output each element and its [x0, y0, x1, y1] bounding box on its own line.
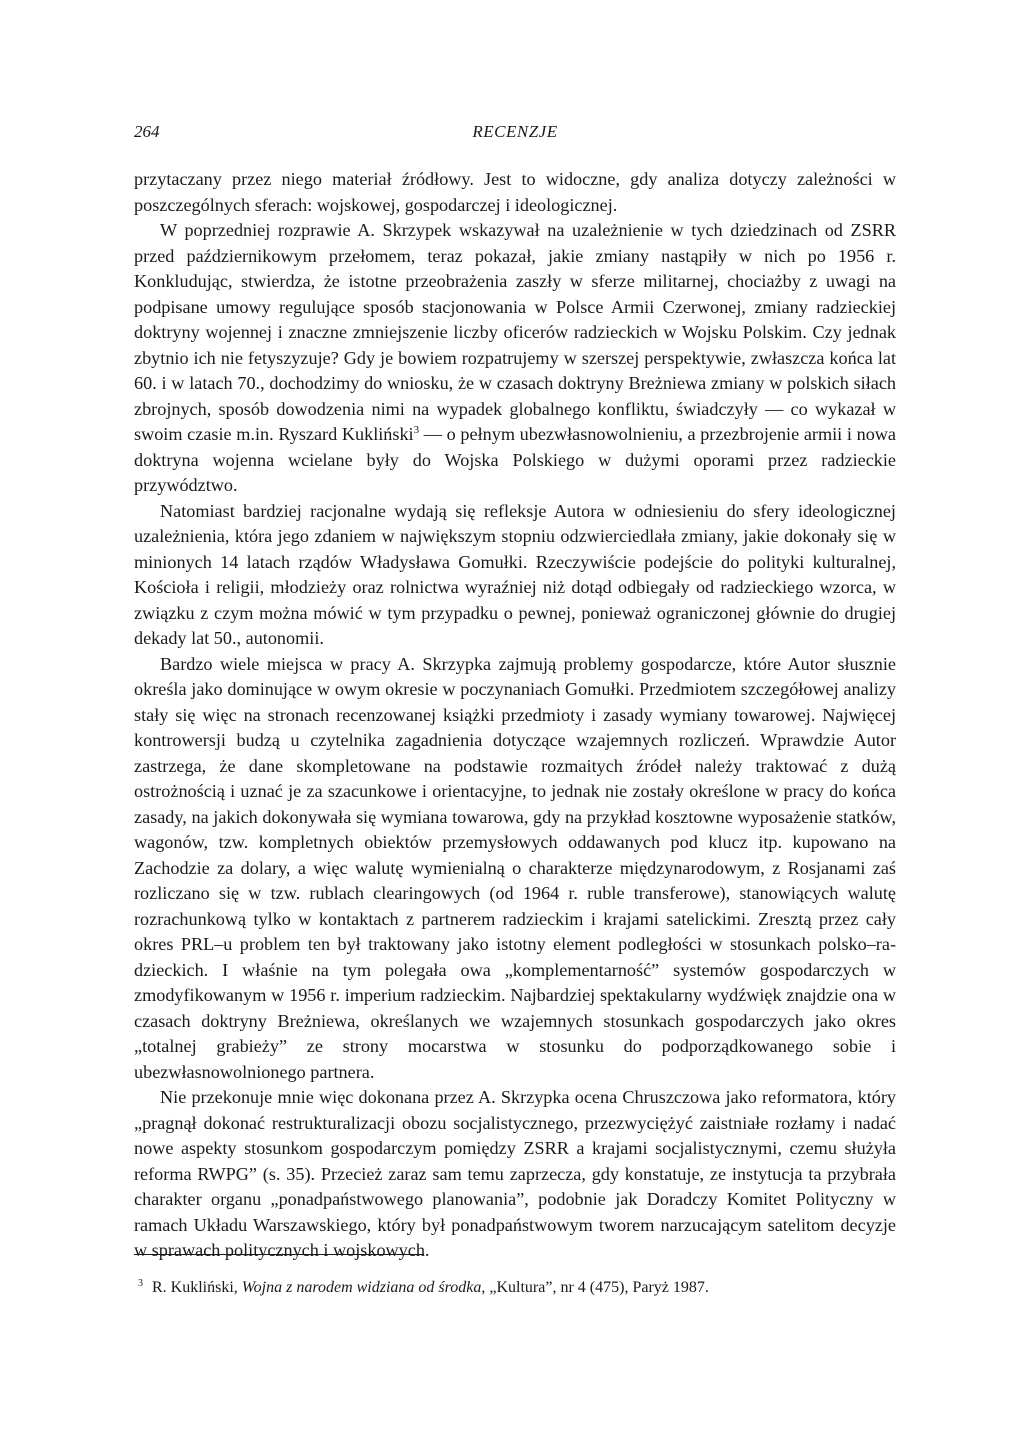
footnote-details: , „Kultura”, nr 4 (475), Paryż 1987. — [481, 1279, 709, 1296]
footnote-title: Wojna z narodem widziana od środka — [241, 1279, 482, 1296]
footnote-divider — [134, 1254, 424, 1255]
paragraph-4: Bardzo wiele miejsca w pracy A. Skrzypka zajmują problemy gospodarcze, które Autor słusznie określa jako dominujące w owym okresie w poczynaniach Gomułki. Przedmiotem szczegółowej analizy stały się więc na stronach recenzowanej książki przedmioty i zasady wymiany towarowej. Najwięcej kontrowersji budzą u czytelnika zagadnienia dotyczące wzajemnych rozliczeń. Wprawdzie Autor zastrzega, że dane skompletowane na podstawie rozmaitych źródeł należy traktować z dużą ostrożnością i uznać je za szacunkowe i orientacyjne, to jednak nie zostały określone w pracy do końca zasady, na jakich dokonywała się wymiana towarowa, gdy na przykład kosztowne wyposażenie statków, wagonów, tzw. kompletnych obiektów przemysłowych oddawanych pod klucz itp. kupowano na Zachodzie za dolary, a więc walutę wymienialną o charakterze międzynarodowym, z Rosjanami zaś rozliczano się w tzw. rublach clearingowych (od 1964 r. ruble transferowe), stanowiących walutę rozrachunkową tylko w kontaktach z partnerem radzieckim i krajami satelickimi. Zresztą przez cały okres PRL–u problem ten był traktowany jako istotny element podległości w stosunkach polsko–radzieckich. I właśnie na tym polegała owa „komplementarność” systemów gospodarczych w zmodyfikowanym w 1956 r. imperium radzieckim. Najbardziej spektakularny wydźwięk znajdzie ona w czasach doktryny Breżniewa, określanych we wzajemnych stosunkach gospodarczych jako okres „totalnej grabieży” ze strony mocarstwa w stosunku do podporządkowanego sobie i ubezwłasnowolnionego partnera. — [134, 653, 896, 1082]
paragraph-5: Nie przekonuje mnie więc dokonana przez A. Skrzypka ocena Chruszczowa jako reformatora, który „pragnął dokonać restrukturalizacji obozu socjalistycznego, przezwyciężyć zaistniałe rozłamy i nadać nowe aspekty stosunkom gospodarczym pomiędzy ZSRR a krajami socjalistycznymi, czemu służyła reforma RWPG” (s. 35). Przecież zaraz sam temu zaprzecza, gdy konstatuje, ze instytucja ta przybrała charakter organu „ponadpaństwowego planowania”, podobnie jak Doradczy Komitet Polityczny w ramach Układu Warszawskiego, który był ponadpaństwowym tworem narzucającym satelitom decyzje w sprawach politycznych i wojskowych. — [134, 1087, 896, 1260]
page-number: 264 — [134, 122, 160, 141]
paragraph-1: przytaczany przez niego materiał źródłowy. Jest to widoczne, gdy analiza dotyczy zależności w poszczególnych sferach: wojskowej, gospodarczej i ideologicznej. — [134, 169, 896, 215]
running-head — [134, 122, 896, 146]
footnote-mark: 3 — [138, 1277, 143, 1289]
section-title: RECENZJE — [472, 122, 558, 141]
body-text — [134, 167, 896, 1264]
paragraph-2 — [134, 218, 896, 499]
footnote — [134, 1277, 896, 1299]
footnote-reference: 3 — [413, 423, 420, 436]
paragraph-2-text-a: W poprzedniej rozprawie A. Skrzypek wskazywał na uzależnienie w tych dziedzinach od ZSRR przed październikowym przełomem, teraz pokazał, jakie zmiany nastąpiły w nich po 1956 r. Konkludując, stwierdza, że istotne przeobrażenia zaszły w sferze militarnej, chociażby z uwagi na podpisane umowy regulujące sposób stacjonowania w Polsce Armii Czerwonej, zmiany radzieckiej doktryny wojennej i znaczne zmniejszenie liczby oficerów radzieckich w Wojsku Polskim. Czy jednak zbytnio ich nie fetyszyzuje? Gdy je bowiem rozpatrujemy w szerszej perspektywie, zwłaszcza końca lat 60. i w latach 70., dochodzimy do wniosku, że w czasach doktryny Breżniewa zmiany w polskich siłach zbrojnych, sposób dowodzenia nimi na wypadek globalnego konfliktu, świadczyły — co wykazał w swoim czasie m.in. Ryszard Kukliński — [134, 220, 896, 444]
footnote-author: R. Kukliński, — [152, 1279, 242, 1296]
paragraph-2-text-b: — o pełnym ubezwłasnowolnieniu, a przezbrojenie armii i nowa doktryna wojenna wcielane były do Wojska Polskiego w dużymi oporami przez radzieckie przywództwo. — [134, 424, 897, 495]
paragraph-3: Natomiast bardziej racjonalne wydają się refleksje Autora w odniesieniu do sfery ideologicznej uzależnienia, która jego zdaniem w największym stopniu odzwierciedlała zmiany, jakie dokonały się w minionych 14 latach rządów Władysława Gomułki. Rzeczywiście podejście do polityki kulturalnej, Kościoła i religii, młodzieży oraz rolnictwa wyraźniej niż dotąd odbiegały od radzieckiego wzorca, w związku z czym można mówić w tym przypadku o pewnej, ponieważ ograniczonej głównie do drugiej dekady lat 50., autonomii. — [134, 500, 896, 648]
